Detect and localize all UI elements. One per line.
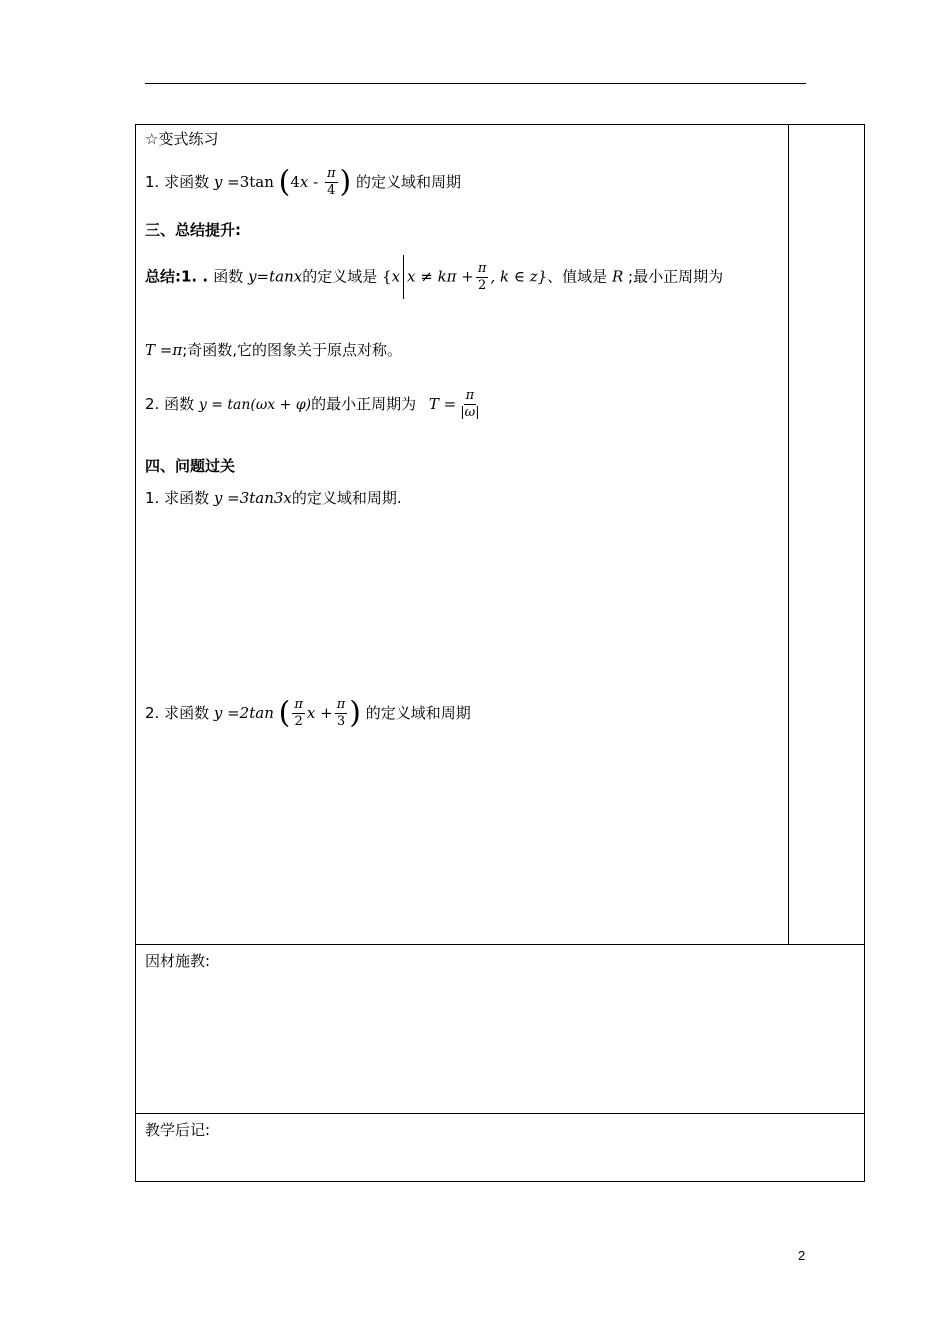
summary-period: T =π (145, 341, 183, 359)
ex1-suffix: 的定义域和周期 (356, 173, 462, 191)
q2-frac1-den: 2 (294, 714, 303, 729)
table-row-divider-1 (135, 944, 865, 945)
ex1-paren-open: ( (278, 164, 291, 200)
item2-function: y = tan(ωx + φ) (198, 397, 312, 413)
domain-set-tail: , k ∈ z} (490, 267, 548, 286)
summary-range: R (611, 267, 624, 286)
section-3-heading: 三、总结提升: (145, 221, 241, 239)
summary-num: 1. . (181, 267, 214, 286)
summary-text-3: 、值域是 (547, 267, 608, 286)
ex1-eq: =3tan (222, 173, 274, 191)
ex1-var: x (299, 173, 309, 191)
adapt-teaching-label: 因材施教: (145, 952, 211, 970)
q2-frac1-num: π (294, 697, 303, 712)
q1-function: y =3tan3x (213, 489, 292, 507)
item2-period-lhs: T = (428, 395, 457, 413)
table-row-divider-2 (135, 1113, 865, 1114)
q2-eq: y =2tan (213, 704, 274, 722)
table-column-divider (788, 124, 789, 944)
page-number: 2 (798, 1248, 806, 1263)
summary-label: 总结: (145, 267, 181, 286)
summary-item-2 (145, 388, 484, 421)
item2-text-1: 函数 (164, 395, 195, 413)
summary-function: y=tanx (248, 267, 303, 286)
section-4-heading: 四、问题过关 (145, 457, 236, 475)
ex1-lhs: y (213, 173, 223, 191)
summary-text-1: 函数 (213, 267, 244, 286)
item2-text-2: 的最小正周期为 (311, 395, 417, 413)
ex1-coef: 4 (290, 173, 300, 191)
q1-text: 求函数 (164, 489, 210, 507)
q2-fraction-2 (335, 697, 348, 730)
item2-frac-num: π (465, 388, 475, 403)
ex1-paren-close: ) (339, 164, 352, 200)
summary-text-4: ;最小正周期为 (628, 267, 724, 286)
teaching-postscript-label: 教学后记: (145, 1121, 211, 1139)
item2-num: 2. (145, 395, 160, 413)
summary-text-2: 的定义域是 (302, 267, 378, 286)
item2-fraction (458, 388, 481, 421)
question-1 (145, 488, 402, 508)
q1-prefix: 1. (145, 489, 160, 507)
q2-prefix: 2. 求函数 (145, 704, 210, 722)
summary-text-5: ;奇函数,它的图象关于原点对称。 (182, 341, 403, 359)
ex1-fraction (325, 166, 338, 199)
summary-line-2 (145, 340, 402, 360)
q2-suffix: 的定义域和周期 (365, 704, 471, 722)
q2-paren-open: ( (278, 695, 291, 731)
exercise-1 (145, 166, 461, 199)
summary-line-1 (145, 255, 723, 299)
domain-set-bar (403, 255, 404, 299)
domain-set-condition: x ≠ kπ + (407, 267, 474, 286)
q2-frac2-num: π (336, 697, 346, 712)
domain-fraction (476, 261, 489, 294)
domain-set-open: { (382, 267, 392, 286)
header-rule (145, 83, 806, 84)
q1-suffix: 的定义域和周期. (291, 489, 402, 507)
question-2 (145, 697, 471, 730)
exercise-title: ☆变式练习 (145, 130, 219, 148)
q2-fraction-1 (292, 697, 305, 730)
ex1-minus: - (308, 173, 323, 191)
domain-set-var: x (391, 267, 401, 286)
q2-frac2-den: 3 (336, 714, 346, 729)
ex1-frac-num: π (327, 166, 336, 181)
ex1-prefix: 1. 求函数 (145, 173, 210, 191)
domain-frac-num: π (477, 260, 487, 276)
item2-frac-den: |ω| (460, 405, 480, 420)
q2-paren-close: ) (349, 695, 361, 731)
q2-var: x + (306, 704, 333, 722)
domain-frac-den: 2 (478, 277, 487, 293)
ex1-frac-den: 4 (327, 183, 336, 198)
